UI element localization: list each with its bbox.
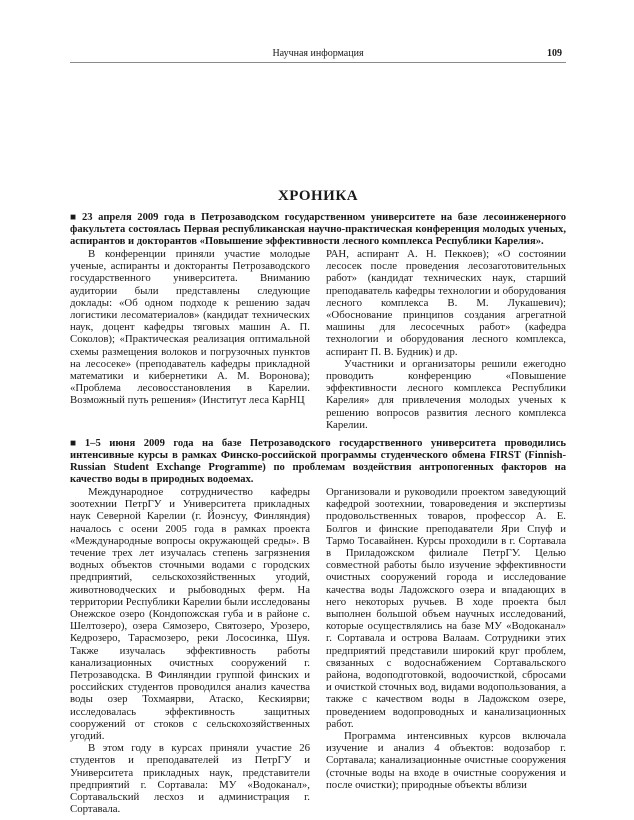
square-bullet-icon: ■: [70, 212, 79, 223]
paragraph: Участники и организаторы решили ежегодно проводить конференцию «Повышение эффективности лесного комплекса Республики Карелия» для привлечения молодых ученых к решению вопросов развития лесного комплекса Карелии.: [326, 357, 566, 431]
lead-text: 23 апреля 2009 года в Петрозаводском государственном университете на базе лесоинженерного факультета состоялась Первая республиканская научно-практическая конференция молодых ученых, аспирантов и докторантов «Повышение эффективности лесного комплекса Республики Карелия».: [70, 212, 566, 247]
article-lead: [70, 212, 566, 248]
running-header: [70, 48, 566, 63]
article-conference: [70, 212, 566, 431]
paragraph: Программа интенсивных курсов включала изучение и анализ 4 объектов: водозабор г. Сортавала; канализационные очистные сооружения (сточные воды на входе в очистные сооружения и после очистки); природные объекты вблизи: [326, 730, 566, 791]
paragraph: Международное сотрудничество кафедры зоотехнии ПетрГУ и Университета прикладных наук Северной Карелии (г. Йоэнсуу, Финляндия) началось с осени 2005 года в рамках проекта «Международные вопросы окружающей среды». В течение трех лет изучалась степень загрязнения водных объектов сточными водами с городских предприятий, сельскохозяйственных угодий, животноводческих и рыбоводных ферм. На территории Республики Карелии были исследованы Онежское озеро (Кондопожская губа и в районе с. Шелтозеро), озера Сямозеро, Святозеро, Урозеро, Кедрозеро, Тарасмозеро, реки Лососинка, Шуя. Также изучалась эффективность работы канализационных очистных сооружений г. Петрозаводска. В Финляндии группой финских и российских студентов проводился анализ качества воды озер Тохмаярви, Атаско, Кескиярви; исследовалась эффективность защитных сооружений от стоков с сельскохозяйственных угодий.: [70, 486, 310, 743]
lead-text: 1–5 июня 2009 года на базе Петрозаводского государственного университета проводились интенсивные курсы в рамках Финско-российской программы студенческого обмена FIRST (Finnish-Russian Student Exchange Programme) по проблемам воздействия антропогенных факторов на качество воды в природных водоемах.: [70, 438, 566, 485]
section-title: ХРОНИКА: [277, 188, 359, 204]
two-column-body: [70, 248, 566, 431]
left-column: [70, 248, 310, 431]
running-title: Научная информация: [272, 48, 364, 59]
article-lead: [70, 438, 566, 486]
paragraph-continuation: Организовали и руководили проектом заведующий кафедрой зоотехнии, товароведения и экспертизы продовольственных товаров, профессор А. Е. Болгов и финские преподаватели Яри Спуф и Тармо Тосавайнен. Курсы проходили в г. Сортавала в Приладожском филиале ПетрГУ. Целью совместной работы было изучение эффективности очистных сооружений города и исследование качества воды Ладожского озера и впадающих в него некоторых ручьев. В ходе проекта был выполнен большой объем научных исследований, которые осуществлялись на базе МУ «Водоканал» г. Сортавала и острова Валаам. Сотрудники этих предприятий представили широкий круг проблем, связанных с водоснабжением Сортавальского района, водоподготовкой, водоочисткой, сбросами и очисткой сточных вод, видами водопользования, а также с качеством воды в Ладожском озере, проведением водопроводных и канализационных работ.: [326, 486, 566, 730]
right-column: [326, 248, 566, 431]
article-first-programme: [70, 438, 566, 815]
square-bullet-icon: ■: [70, 438, 82, 449]
two-column-body: [70, 486, 566, 815]
right-column: [326, 486, 566, 815]
paragraph-continuation: РАН, аспирант А. Н. Пеккоев); «О состоянии лесосек после проведения лесозаготовительных работ» (кандидат технических наук, старший преподаватель кафедры технологии и оборудования лесного комплекса В. М. Лукашевич); «Обоснование принципов создания агрегатной машины для лесосечных работ» (кафедра технологии и оборудования лесного комплекса, аспирант П. В. Будник) и др.: [326, 248, 566, 358]
paragraph: В этом году в курсах приняли участие 26 студентов и преподавателей из ПетрГУ и Университета прикладных наук, представители предприятий г. Сортавала: МУ «Водоканал», Сортавальский лесхоз и администрация г. Сортавала.: [70, 742, 310, 816]
left-column: [70, 486, 310, 815]
paragraph: В конференции приняли участие молодые ученые, аспиранты и докторанты Петрозаводского государственного университета. Вниманию аудитории были представлены следующие доклады: «Об одном подходе к решению задач логистики лесоматериалов» (кандидат технических наук, доцент кафедры тяговых машин А. П. Соколов); «Практическая реализация оптимальной схемы размещения волоков и погрузочных пунктов на лесосеке» (преподаватель кафедры прикладной математики и кибернетики А. М. Воронова); «Проблема лесовосстановления в Карелии. Возможный путь решения» (Институт леса КарНЦ: [70, 248, 310, 407]
page-number: 109: [547, 48, 562, 59]
